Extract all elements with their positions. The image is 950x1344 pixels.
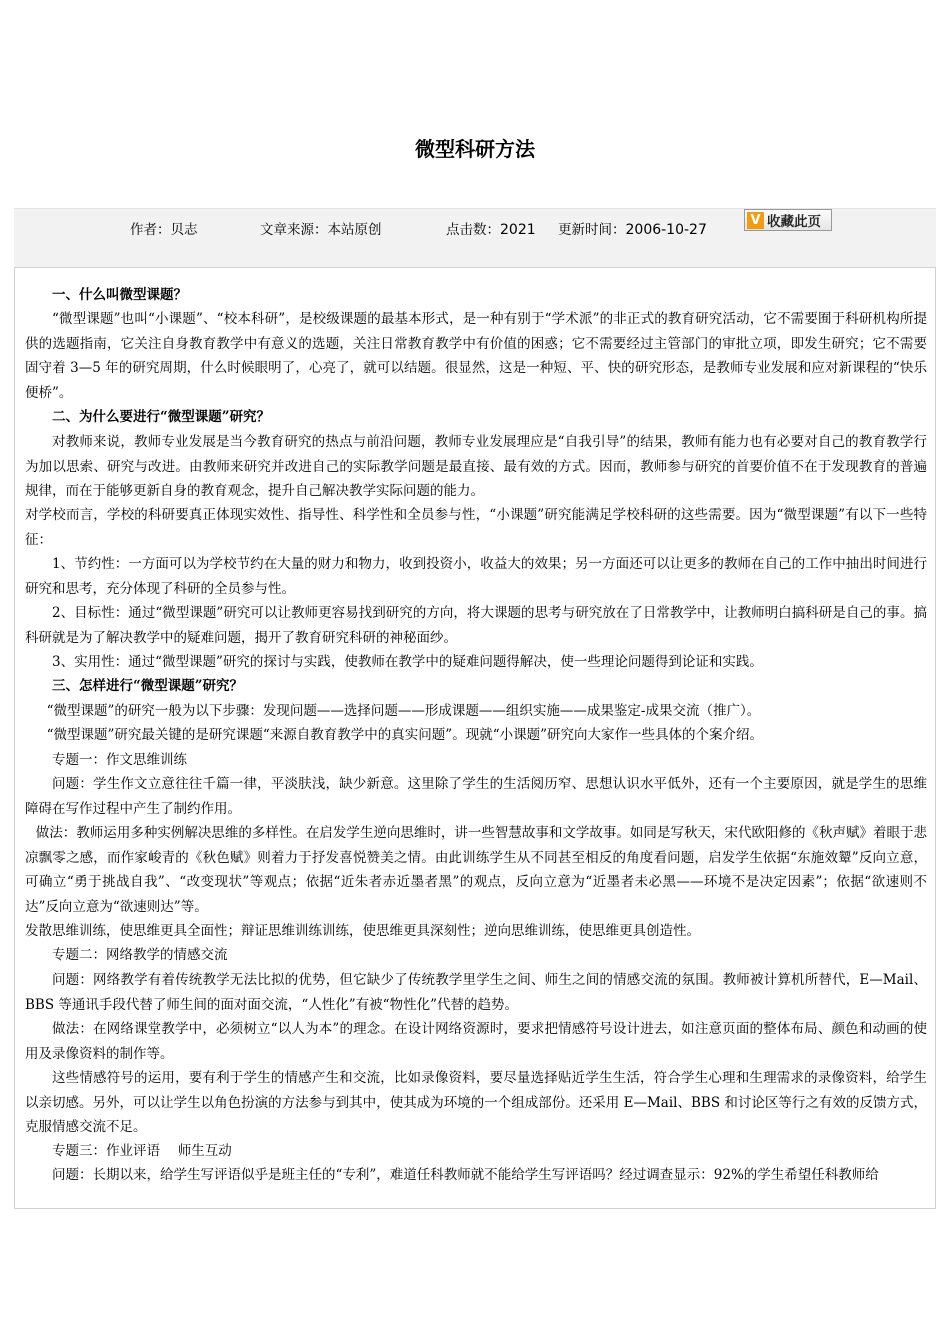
updated-value: 2006-10-27 [625, 222, 707, 238]
source-label: 文章来源： [260, 222, 328, 238]
page-title: 微型科研方法 [415, 137, 535, 161]
paragraph: 问题：网络教学有着传统教学无法比拟的优势，但它缺少了传统教学里学生之间、师生之间的情感交流的氛围。教师被计算机所替代，E—Mail、BBS 等通讯手段代替了师生间的面对面交流，“人性化”有被“物性化”代替的趋势。 [25, 972, 927, 1013]
click-count [446, 218, 536, 238]
paragraph: “微型课题”也叫“小课题”、“校本科研”，是校级课题的最基本形式，是一种有别于“学术派”的非正式的教育研究活动，它不需要囿于科研机构所提供的选题指南，它关注自身教育教学中有意义的选题，关注日常教育教学中有价值的困惑；它不需要经过主管部门的审批立项，即发生研究；它不需要固守着 3—5 年的研究周期，什么时候眼明了，心亮了，就可以结题。很显然，这是一种短、平、快的研究形态，是教师专业发展和应对新课程的“快乐便桥”。 [25, 311, 927, 401]
bookmark-icon: V [747, 212, 764, 229]
section-heading-2: 二、为什么要进行“微型课题”研究？ [52, 409, 271, 425]
section-heading-3: 三、怎样进行“微型课题”研究？ [52, 678, 244, 694]
favorite-button[interactable] [744, 209, 832, 231]
paragraph: “微型课题”的研究一般为以下步骤：发现问题——选择问题——形成课题——组织实施——成果鉴定-成果交流（推广）。 [46, 703, 761, 719]
paragraph: “微型课题”研究最关键的是研究课题“来源自教育教学中的真实问题”。现就“小课题”研究向大家作一些具体的个案介绍。 [46, 727, 764, 743]
author-name: 贝志 [170, 222, 198, 238]
favorite-label: 收藏此页 [767, 214, 821, 230]
article-body [14, 267, 936, 1209]
list-item-1: 1、节约性：一方面可以为学校节约在大量的财力和物力，收到投资小，收益大的效果；另一方面还可以让更多的教师在自己的工作中抽出时间进行研究和思考，充分体现了科研的全员参与性。 [25, 556, 927, 597]
clicks-label: 点击数： [446, 222, 500, 238]
topic-heading-3: 专题三：作业评语 师生互动 [52, 1143, 232, 1159]
updated-label: 更新时间： [558, 222, 626, 238]
paragraph: 做法：教师运用多种实例解决思维的多样性。在启发学生逆向思维时，讲一些智慧故事和文学故事。如同是写秋天，宋代欧阳修的《秋声赋》着眼于悲凉飘零之感，而作家峻青的《秋色赋》则着力于抒发喜悦赞美之情。由此训练学生从不同甚至相反的角度看问题，启发学生依据“东施效颦”反向立意，可确立“勇于挑战自我”、“改变现状”等观点；依据“近朱者赤近墨者黑”的观点，反向立意为“近墨者未必黑——环境不是决定因素”；依据“欲速则不达”反向立意为“欲速则达”等。 [25, 825, 927, 915]
topic-heading-1: 专题一：作文思维训练 [52, 752, 187, 768]
paragraph: 发散思维训练，使思维更具全面性；辩证思维训练训练，使思维更具深刻性；逆向思维训练，使思维更具创造性。 [25, 923, 700, 939]
topic-heading-2: 专题二：网络教学的情感交流 [52, 947, 228, 963]
source-info [260, 218, 382, 238]
paragraph: 这些情感符号的运用，要有利于学生的情感产生和交流，比如录像资料，要尽量选择贴近学生生活，符合学生心理和生理需求的录像资料，给学生以亲切感。另外，可以让学生以角色扮演的方法参与到其中，使其成为环境的一个组成部份。还采用 E—Mail、BBS 和讨论区等行之有效的反馈方式，克服情感交流不足。 [25, 1070, 927, 1135]
list-item-2: 2、目标性：通过“微型课题”研究可以让教师更容易找到研究的方向，将大课题的思考与研究放在了日常教学中，让教师明白搞科研是自己的事。搞科研就是为了解决教学中的疑难问题，揭开了教育研究科研的神秘面纱。 [25, 605, 927, 646]
paragraph: 做法：在网络课堂教学中，必须树立“以人为本”的理念。在设计网络资源时，要求把情感符号设计进去，如注意页面的整体布局、颜色和动画的使用及录像资料的制作等。 [25, 1021, 927, 1062]
paragraph: 对教师来说，教师专业发展是当今教育研究的热点与前沿问题，教师专业发展理应是“自我引导”的结果，教师有能力也有必要对自己的教育教学行为加以思索、研究与改进。由教师来研究并改进自己的实际教学问题是最直接、最有效的方式。因而，教师参与研究的首要价值不在于发现教育的普遍规律，而在于能够更新自身的教育观念，提升自己解决教学实际问题的能力。 [25, 434, 927, 499]
list-item-3: 3、实用性：通过“微型课题”研究的探讨与实践，使教师在教学中的疑难问题得解决，使一些理论问题得到论证和实践。 [52, 654, 763, 670]
source-value: 本站原创 [327, 222, 382, 238]
section-heading-1: 一、什么叫微型课题？ [52, 287, 187, 303]
paragraph: 问题：长期以来，给学生写评语似乎是班主任的“专利”，难道任科教师就不能给学生写评语吗？经过调查显示：92%的学生希望任科教师给 [52, 1167, 879, 1183]
update-time [558, 218, 707, 238]
paragraph: 对学校而言，学校的科研要真正体现实效性、指导性、科学性和全员参与性，“小课题”研究能满足学校科研的这些需要。因为“微型课题”有以下一些特征： [25, 507, 927, 548]
author-label: 作者： [130, 222, 171, 238]
author-info [130, 218, 198, 238]
paragraph: 问题：学生作文立意往往千篇一律，平淡肤浅，缺少新意。这里除了学生的生活阅历窄、思想认识水平低外，还有一个主要原因，就是学生的思维障碍在写作过程中产生了制约作用。 [25, 776, 927, 817]
clicks-value: 2021 [500, 222, 536, 238]
article-meta-bar [14, 208, 936, 268]
